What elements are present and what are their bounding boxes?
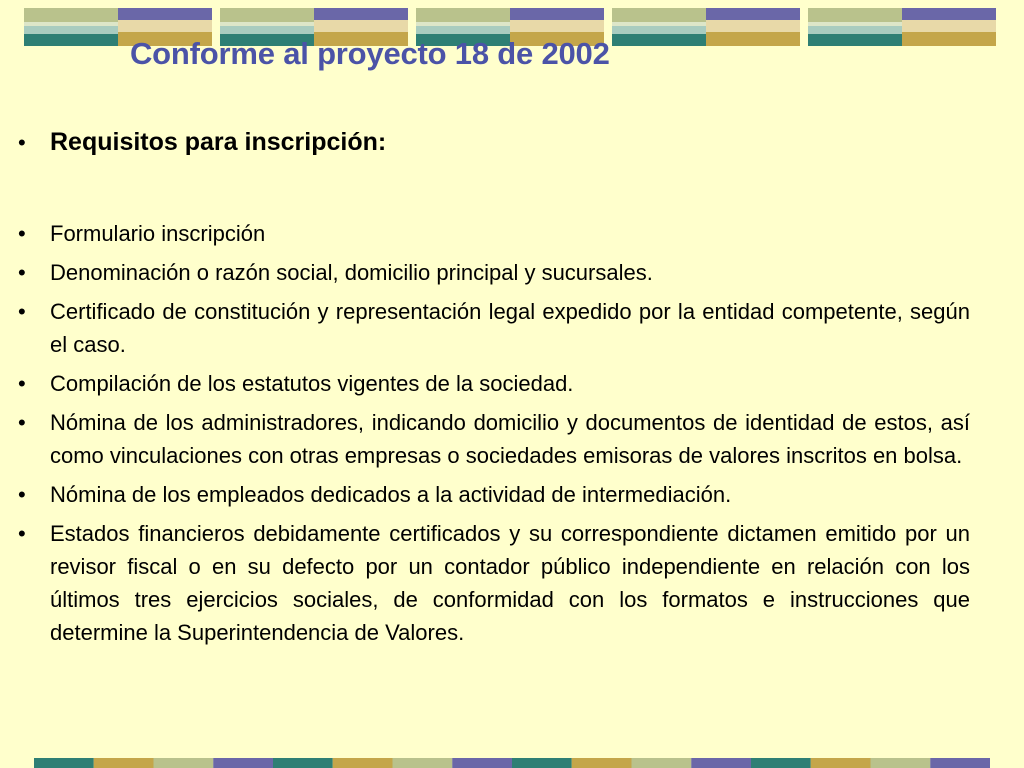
- deco-stripe: [314, 8, 408, 20]
- deco-stripe: [24, 22, 118, 26]
- deco-stripe: [751, 758, 811, 768]
- bottom-decorative-band: [34, 758, 990, 768]
- requirement-text: Formulario inscripción: [50, 221, 266, 246]
- list-item: [18, 517, 970, 649]
- deco-stripe: [510, 8, 604, 20]
- deco-stripe: [612, 34, 706, 46]
- list-item: [18, 367, 970, 400]
- slide-title: Conforme al proyecto 18 de 2002: [130, 36, 610, 71]
- deco-stripe: [24, 34, 118, 46]
- bullet-icon: •: [18, 299, 26, 324]
- bullet-icon: •: [18, 371, 26, 396]
- deco-stripe: [452, 758, 512, 768]
- deco-stripe: [510, 20, 604, 32]
- deco-stripe: [118, 20, 212, 32]
- deco-stripe: [512, 758, 572, 768]
- deco-stripe: [220, 8, 314, 12]
- deco-stripe: [612, 8, 706, 12]
- deco-stripe: [706, 8, 800, 20]
- bullet-icon: •: [18, 521, 26, 546]
- deco-stripe: [706, 20, 800, 32]
- list-item: [18, 295, 970, 361]
- deco-stripe: [808, 22, 902, 26]
- requirement-text: Certificado de constitución y representación legal expedido por la entidad competente, según el caso.: [50, 299, 970, 357]
- deco-stripe: [612, 12, 706, 22]
- requirements-list: [18, 217, 970, 649]
- deco-stripe: [333, 758, 393, 768]
- deco-stripe: [393, 758, 453, 768]
- deco-stripe: [902, 8, 996, 20]
- deco-stripe: [118, 8, 212, 20]
- deco-stripe: [808, 8, 902, 12]
- requirement-text: Denominación o razón social, domicilio principal y sucursales.: [50, 260, 653, 285]
- deco-stripe: [24, 12, 118, 22]
- deco-stripe: [930, 758, 990, 768]
- deco-stripe: [808, 12, 902, 22]
- deco-stripe: [94, 758, 154, 768]
- deco-stripe: [273, 758, 333, 768]
- deco-stripe: [314, 20, 408, 32]
- deco-stripe: [632, 758, 692, 768]
- deco-stripe: [416, 12, 510, 22]
- section-heading: Requisitos para inscripción:: [50, 128, 387, 156]
- list-item: [18, 478, 970, 511]
- bullet-icon: •: [18, 482, 26, 507]
- deco-stripe: [811, 758, 871, 768]
- deco-stripe: [572, 758, 632, 768]
- deco-stripe: [416, 8, 510, 12]
- deco-stripe: [220, 12, 314, 22]
- deco-stripe: [706, 32, 800, 46]
- bullet-icon: •: [18, 221, 26, 246]
- deco-stripe: [416, 22, 510, 26]
- deco-stripe: [691, 758, 751, 768]
- section-heading-row: [18, 126, 970, 159]
- deco-stripe: [220, 22, 314, 26]
- requirement-text: Compilación de los estatutos vigentes de la sociedad.: [50, 371, 574, 396]
- deco-stripe: [902, 32, 996, 46]
- deco-stripe: [34, 758, 94, 768]
- bullet-icon: •: [18, 130, 26, 155]
- bullet-icon: •: [18, 410, 26, 435]
- deco-stripe: [612, 22, 706, 26]
- deco-stripe: [213, 758, 273, 768]
- bullet-icon: •: [18, 260, 26, 285]
- requirement-text: Nómina de los administradores, indicando domicilio y documentos de identidad de estos, así como vinculaciones con otras empresas o sociedades emisoras de valores inscritos en bolsa.: [50, 410, 970, 468]
- deco-stripe: [902, 20, 996, 32]
- slide-content: [18, 126, 970, 655]
- requirement-text: Estados financieros debidamente certificados y su correspondiente dictamen emitido por un revisor fiscal o en su defecto por un contador público independiente en relación con los últimos tres ejercicios sociales, de conformidad con los formatos e instrucciones que determine la Superintendencia de Valores.: [50, 521, 970, 645]
- deco-stripe: [154, 758, 214, 768]
- list-item: [18, 256, 970, 289]
- list-item: [18, 217, 970, 250]
- deco-stripe: [871, 758, 931, 768]
- list-item: [18, 406, 970, 472]
- deco-stripe: [808, 34, 902, 46]
- requirement-text: Nómina de los empleados dedicados a la actividad de intermediación.: [50, 482, 732, 507]
- deco-stripe: [24, 8, 118, 12]
